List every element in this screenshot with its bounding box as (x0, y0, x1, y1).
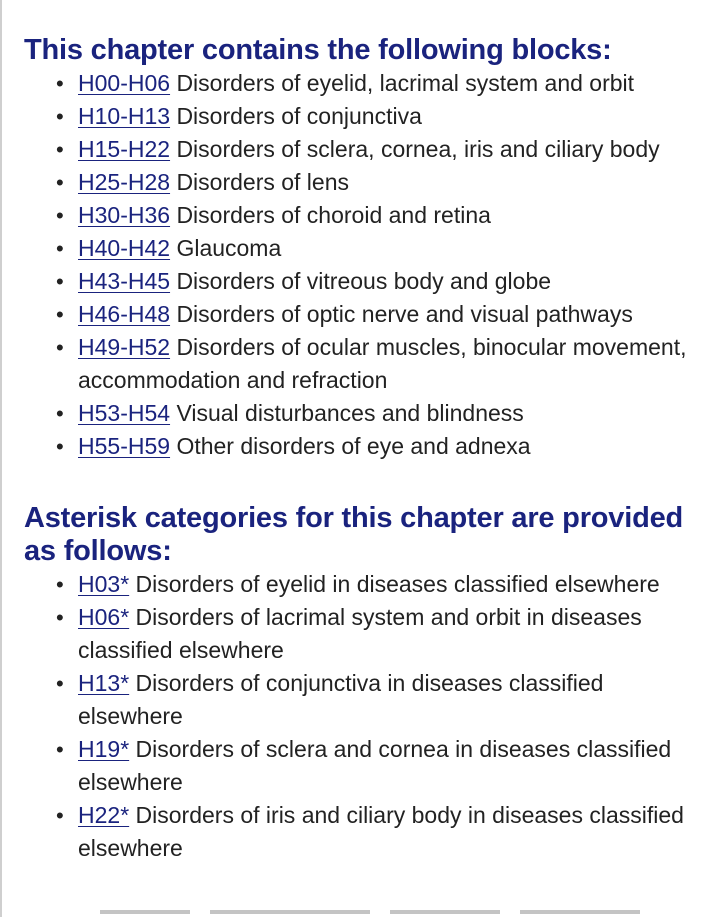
list-item (56, 199, 708, 232)
blocks-list (24, 67, 708, 463)
block-description: Disorders of lens (176, 169, 350, 195)
bullet-icon: • (56, 335, 64, 360)
block-code-link[interactable]: H40-H42 (78, 235, 171, 261)
block-description: Disorders of choroid and retina (176, 202, 491, 228)
block-description: Disorders of ocular muscles, binocular movement, accommodation and refraction (78, 334, 687, 393)
cut-off-text-fragment (390, 910, 500, 914)
category-code-link[interactable]: H06* (78, 604, 130, 630)
asterisk-section (24, 502, 708, 865)
bullet-icon: • (56, 71, 64, 96)
category-code-link[interactable]: H22* (78, 802, 130, 828)
chapter-content (24, 34, 708, 865)
category-description: Disorders of sclera and cornea in diseases classified elsewhere (78, 736, 672, 795)
block-code-link[interactable]: H55-H59 (78, 433, 171, 459)
bullet-icon: • (56, 302, 64, 327)
block-code-link[interactable]: H00-H06 (78, 70, 171, 96)
cut-off-next-line (100, 906, 660, 917)
block-code-link[interactable]: H25-H28 (78, 169, 171, 195)
block-code-link[interactable]: H43-H45 (78, 268, 171, 294)
list-item (56, 67, 708, 100)
category-description: Disorders of lacrimal system and orbit in diseases classified elsewhere (78, 604, 642, 663)
list-item (56, 601, 708, 667)
bullet-icon: • (56, 104, 64, 129)
page-left-border (0, 0, 2, 917)
list-item (56, 133, 708, 166)
bullet-icon: • (56, 803, 64, 828)
bullet-icon: • (56, 572, 64, 597)
list-item (56, 232, 708, 265)
cut-off-text-fragment (100, 910, 190, 914)
list-item (56, 568, 708, 601)
bullet-icon: • (56, 401, 64, 426)
bullet-icon: • (56, 203, 64, 228)
list-item (56, 100, 708, 133)
block-code-link[interactable]: H30-H36 (78, 202, 171, 228)
bullet-icon: • (56, 170, 64, 195)
block-description: Disorders of optic nerve and visual pathways (176, 301, 633, 327)
category-description: Disorders of iris and ciliary body in diseases classified elsewhere (78, 802, 684, 861)
category-code-link[interactable]: H19* (78, 736, 130, 762)
bullet-icon: • (56, 605, 64, 630)
asterisk-list (24, 568, 708, 865)
category-description: Disorders of eyelid in diseases classified elsewhere (135, 571, 660, 597)
block-description: Disorders of vitreous body and globe (176, 268, 552, 294)
block-code-link[interactable]: H46-H48 (78, 301, 171, 327)
block-description: Other disorders of eye and adnexa (176, 433, 531, 459)
bullet-icon: • (56, 434, 64, 459)
bullet-icon: • (56, 671, 64, 696)
block-code-link[interactable]: H10-H13 (78, 103, 171, 129)
asterisk-heading: Asterisk categories for this chapter are provided as follows: (24, 502, 684, 567)
list-item (56, 799, 708, 865)
list-item (56, 430, 708, 463)
list-item (56, 265, 708, 298)
cut-off-text-fragment (520, 910, 640, 914)
block-description: Disorders of sclera, cornea, iris and ciliary body (176, 136, 660, 162)
block-code-link[interactable]: H15-H22 (78, 136, 171, 162)
block-description: Glaucoma (176, 235, 282, 261)
block-description: Disorders of conjunctiva (176, 103, 422, 129)
bullet-icon: • (56, 269, 64, 294)
bullet-icon: • (56, 737, 64, 762)
block-code-link[interactable]: H53-H54 (78, 400, 171, 426)
block-description: Visual disturbances and blindness (176, 400, 524, 426)
block-code-link[interactable]: H49-H52 (78, 334, 171, 360)
category-code-link[interactable]: H13* (78, 670, 130, 696)
blocks-heading: This chapter contains the following blocks: (24, 34, 612, 66)
category-code-link[interactable]: H03* (78, 571, 130, 597)
list-item (56, 397, 708, 430)
list-item (56, 298, 708, 331)
list-item (56, 166, 708, 199)
category-description: Disorders of conjunctiva in diseases classified elsewhere (78, 670, 604, 729)
cut-off-text-fragment (210, 910, 370, 914)
block-description: Disorders of eyelid, lacrimal system and orbit (176, 70, 635, 96)
list-item (56, 667, 708, 733)
list-item (56, 331, 708, 397)
bullet-icon: • (56, 137, 64, 162)
bullet-icon: • (56, 236, 64, 261)
list-item (56, 733, 708, 799)
